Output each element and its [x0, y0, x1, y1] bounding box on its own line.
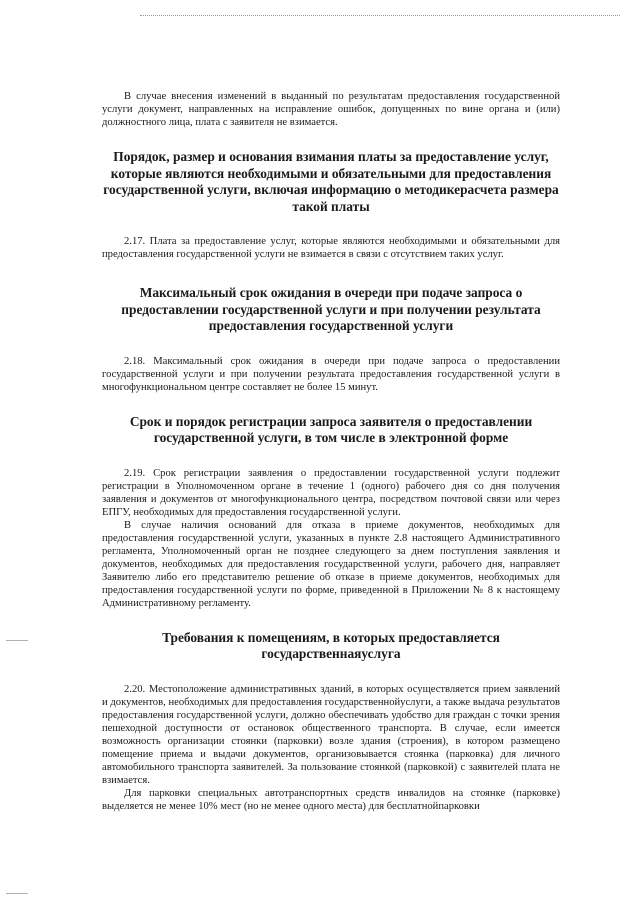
- intro-paragraph: В случае внесения изменений в выданный по результатам предоставления государственной услуги документ, направленных на исправление ошибок, допущенных по вине органа и (или) должностного лица, плата с заявителя не взимается.: [102, 91, 560, 128]
- document-page: [102, 90, 560, 813]
- scan-artifact-top: [140, 15, 620, 16]
- paragraph-2-19-refusal: В случае наличия оснований для отказа в приеме документов, необходимых для предоставления государственной услуги, указанных в пункте 2.8 настоящего Административного регламента, Уполномоченный орган не позднее следующего за днем поступления заявления и документов, необходимых для предоставления государственной услуги, рабочего дня, направляет Заявителю либо его представителю решение об отказе в приеме документов, необходимых для предоставления государственной услуги по форме, приведенной в Приложении № 8 к настоящему Административному регламенту.: [102, 519, 560, 609]
- section-heading-queue: Максимальный срок ожидания в очереди при подаче запроса о предоставлении государственной услуги и при получении результата предоставления государственной услуги: [121, 285, 541, 333]
- section-heading-fee: Порядок, размер и основания взимания платы за предоставление услуг, которые являются необходимыми и обязательными для предоставления государственной услуги, включая информацию о методикерасчета размера такой платы: [103, 149, 559, 214]
- paragraph-parking: Для парковки специальных автотранспортных средств инвалидов на стоянке (парковке) выделяется не менее 10% мест (но не менее одного места) для бесплатнойпарковки: [102, 787, 560, 812]
- paragraph-2-19: 2.19. Срок регистрации заявления о предоставлении государственной услуги подлежит регистрации в Уполномоченном органе в течение 1 (одного) рабочего дня со дня получения заявления и документов от многофункционального центра, посредством почтовой связи или через ЕПГУ, необходимых для предоставления государственной услуги.: [102, 467, 560, 518]
- paragraph-2-18: 2.18. Максимальный срок ожидания в очереди при подаче запроса о предоставлении государственной услуги и при получении результата предоставления государственной услуги в многофункциональном центре составляет не более 15 минут.: [102, 355, 560, 393]
- paragraph-2-17: 2.17. Плата за предоставление услуг, которые являются необходимыми и обязательными для предоставления государственной услуги не взимается в связи с отсутствием таких услуг.: [102, 236, 560, 260]
- scan-artifact-bottom: [6, 893, 28, 894]
- scan-artifact-margin: [6, 640, 28, 641]
- section-heading-registration: Срок и порядок регистрации запроса заявителя о предоставлении государственной услуги, в том числе в электронной форме: [129, 413, 533, 445]
- section-heading-premises: Требования к помещениям, в которых предоставляется государственнаяуслуга: [162, 629, 500, 661]
- paragraph-2-20: 2.20. Местоположение административных зданий, в которых осуществляется прием заявлений и документов, необходимых для предоставления государственнойуслуги, а также выдача результатов предоставления государственной услуги, должно обеспечивать удобство для граждан с точки зрения пешеходной доступности от остановок общественного транспорта. В случае, если имеется возможность организации стоянки (парковки) возле здания (строения), в котором размещено помещение приема и выдачи документов, организовывается стоянка (парковка) для личного автомобильного транспорта заявителей. За пользование стоянкой (парковкой) с заявителей плата не взимается.: [102, 683, 560, 786]
